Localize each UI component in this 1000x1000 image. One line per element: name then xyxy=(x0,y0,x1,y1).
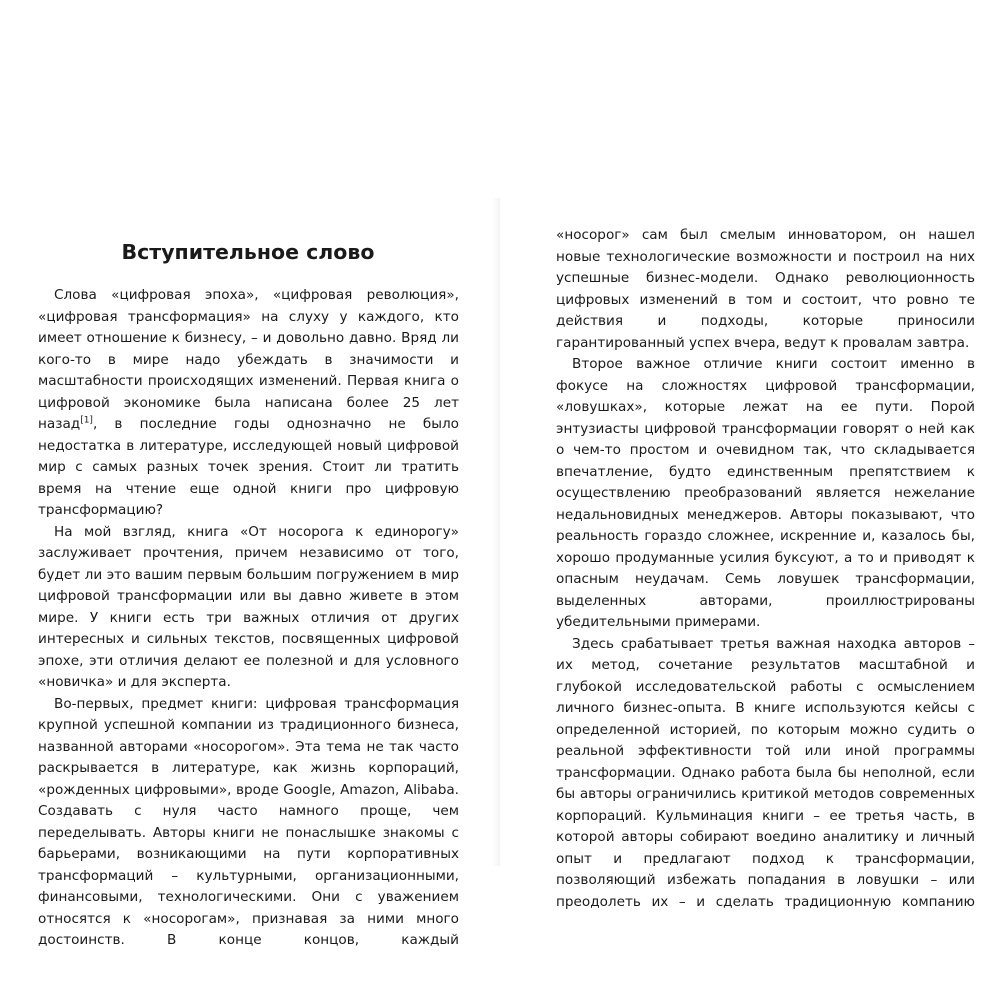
right-page xyxy=(500,0,1000,1000)
paragraph: Второе важное отличие книги состоит именно в фокусе на сложностях цифровой трансформации, «ловушках», которые лежат на ее пути. Порой энтузиасты цифровой трансформации говорят о ней как о чем-то простом и очевидном так, что складывается впечатление, будто единственным препятствием к осуществлению преобразований является нежелание недальновидных менеджеров. Авторы показывают, что реальность гораздо сложнее, искренние и, казалось бы, хорошо продуманные усилия буксуют, а то и приводят к опасным неудачам. Семь ловушек трансформации, выделенных авторами, проиллюстрированы убедительными примерами. xyxy=(556,356,975,630)
left-page-text xyxy=(38,285,459,952)
paragraph xyxy=(38,285,459,522)
footnote-reference[interactable]: [1] xyxy=(80,415,93,426)
page-title: Вступительное слово xyxy=(121,240,375,264)
paragraph: «носорог» сам был смелым инноватором, он нашел новые технологические возможности и построил на них успешные бизнес-модели. Однако революционность цифровых изменений в том и состоит, что ровно те действия и подходы, которые приносили гарантированный успех вчера, ведут к провалам завтра. xyxy=(556,227,975,351)
paragraph: На мой взгляд, книга «От носорога к единорогу» заслуживает прочтения, причем независимо от того, будет ли это вашим первым большим погружением в мир цифровой трансформации или вы давно живете в этом мире. У книги есть три важных отличия от других интересных и сильных текстов, посвященных цифровой эпохе, эти отличия делают ее полезной и для условного «новичка» и для эксперта. xyxy=(38,523,459,690)
paragraph-text: Слова «цифровая эпоха», «цифровая революция», «цифровая трансформация» на слуху у каждого, кто имеет отношение к бизнесу, – и довольно давно. Вряд ли кого-то в мире надо убеждать в значимости и масштабности происходящих изменений. Первая книга о цифровой экономике была написана более 25 лет назад xyxy=(38,287,459,432)
paragraph: Здесь срабатывает третья важная находка авторов – их метод, сочетание результатов масштабной и глубокой исследовательской работы с осмыслением личного бизнес-опыта. В книге используются кейсы с определенной историей, по которым можно судить о реальной эффективности той или иной программы трансформации. Однако работа была бы неполной, если бы авторы ограничились критикой методов современных корпораций. Кульминация книги – ее третья часть, в которой авторы собирают воедино аналитику и личный опыт и предлагают подход к трансформации, позволяющий избежать попадания в ловушки – или преодолеть их – и сделать традиционную компанию xyxy=(556,635,975,910)
paragraph: Во-первых, предмет книги: цифровая трансформация крупной успешной компании из традиционного бизнеса, названной авторами «носорогом». Эта тема не так часто раскрывается в литературе, как жизнь корпораций, «рожденных цифровыми», вроде Google, Amazon, Alibaba. Создавать с нуля часто намного проще, чем переделывать. Авторы книги не понаслышке знакомы с барьерами, возникающими на пути корпоративных трансформаций – культурными, организационными, финансовыми, технологическими. Они с уважением относятся к «носорогам», признавая за ними много достоинств. В конце концов, каждый xyxy=(38,695,459,948)
paragraph-text: , в последние годы однозначно не было недостатка в литературе, исследующей новый цифровой мир с самых разных точек зрения. Стоит ли тратить время на чтение еще одной книги про цифровую трансформацию? xyxy=(38,416,459,518)
right-page-text xyxy=(556,225,975,913)
